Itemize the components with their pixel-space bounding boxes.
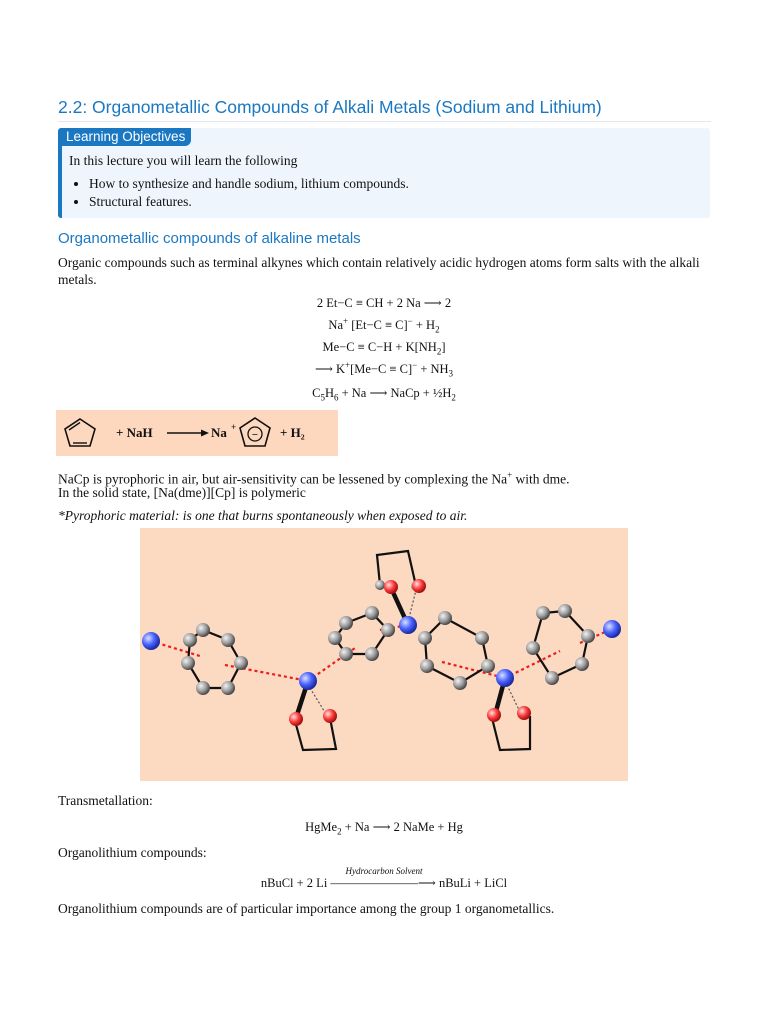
reaction-arrow-head xyxy=(201,430,209,437)
nacp-paragraph-line-2: In the solid state, [Na(dme)][Cp] is polymeric xyxy=(58,485,306,500)
na-cp-contacts xyxy=(151,625,612,681)
list-item: • Structural features. xyxy=(89,194,409,210)
equation-1-line-1: 2 Et−C ≡ CH + 2 Na ⟶ 2 xyxy=(316,296,452,310)
organolithium-label: Organolithium compounds: xyxy=(58,845,207,860)
equation-3: $C_5H_6 + Na$ ⟶ NaCp + $\frac{1}{2}H_2$ xyxy=(312,386,456,403)
pyrophoric-note: *Pyrophoric material: is one that burns spontaneously when exposed to air. xyxy=(58,508,468,523)
nacp-reaction-scheme xyxy=(56,410,338,456)
charge-superscript: + xyxy=(507,470,513,480)
organolithium-equation: nBuCl + 2 Li ―――――――⟶ nBuLi + LiCl xyxy=(260,876,508,890)
learning-objectives-list xyxy=(69,176,409,212)
nacp-text: NaCp is pyrophoric in air, but air-sensitivity can be lessened by complexing the Na xyxy=(58,471,508,487)
list-item: • How to synthesize and handle sodium, lithium compounds. xyxy=(89,176,409,192)
polymer-structure-figure xyxy=(140,528,628,781)
reagent-label: + NaH xyxy=(116,425,153,440)
product-ion-charge: + xyxy=(231,422,237,432)
product-ion-label: Na xyxy=(211,425,227,440)
equation-1-line-2: Na+ $[Et-C \equiv C]^- + H_2$ xyxy=(328,316,440,335)
polymer-structure-graphic xyxy=(140,528,628,781)
intro-paragraph: Organic compounds such as terminal alkynes which contain relatively acidic hydrogen atoms form salts with the alkali metals. xyxy=(58,255,700,287)
byproduct-label: + H₂ xyxy=(280,425,305,440)
closing-paragraph: Organolithium compounds are of particular importance among the group 1 organometallics. xyxy=(58,901,555,916)
transmetallation-equation: HgMe$_2$ + Na ⟶ 2 NaMe + Hg xyxy=(305,820,463,837)
learning-objectives-tab: Learning Objectives xyxy=(62,128,191,146)
section-heading: Organometallic compounds of alkaline metals xyxy=(58,230,361,247)
learning-objectives-box xyxy=(58,128,710,218)
carbon-atoms xyxy=(181,580,595,695)
transmetallation-label: Transmetallation: xyxy=(58,793,153,808)
oxygen-atoms xyxy=(289,579,531,726)
learning-objectives-intro: In this lecture you will learn the following xyxy=(69,153,298,168)
nacp-text-end: with dme. xyxy=(512,471,570,487)
page-title: 2.2: Organometallic Compounds of Alkali Metals (Sodium and Lithium) xyxy=(58,97,602,117)
reaction-scheme-graphic xyxy=(56,410,338,456)
title-divider xyxy=(58,121,711,122)
equation-2-line-1: $Me-C \equiv C-H + K[NH_2]$ xyxy=(322,340,446,357)
equation-2-line-2: ⟶ $K^+[Me-C \equiv C]^- + NH_3$ xyxy=(314,360,454,379)
arrow-label: Hydrocarbon Solvent xyxy=(345,866,423,876)
anion-charge: − xyxy=(251,429,259,441)
